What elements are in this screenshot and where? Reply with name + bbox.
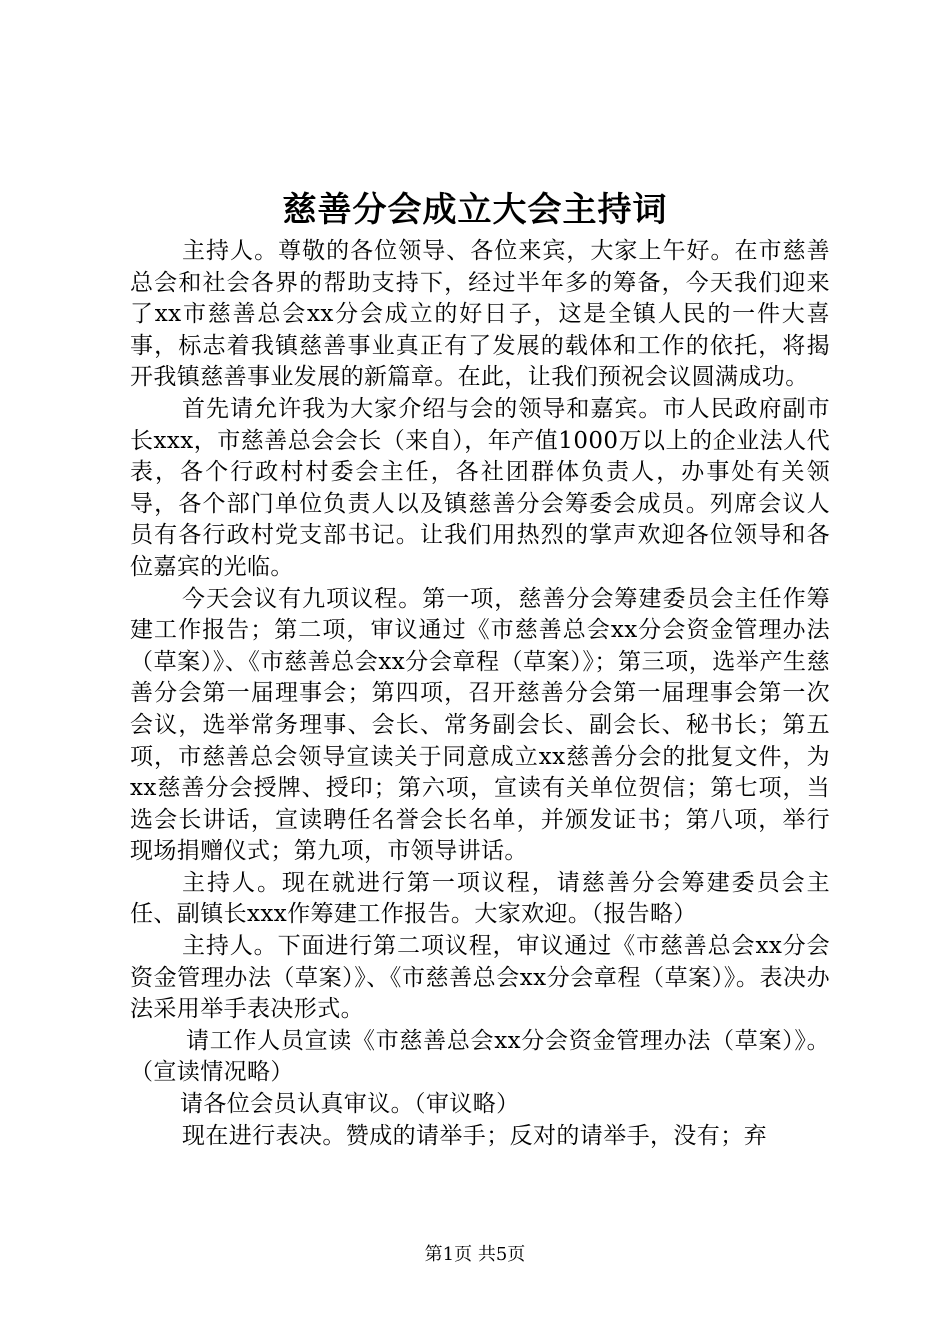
paragraph-review: 请各位会员认真审议。（审议略）: [180, 1091, 520, 1118]
document-title: 慈善分会成立大会主持词: [282, 190, 668, 230]
paragraph-agenda: 今天会议有九项议程。第一项，慈善分会筹建委员会主任作筹建工作报告；第二项，审议通过《市慈善总会xx分会资金管理办法（草案）》、《市慈善总会xx分会章程（草案）》；第三项，选举产生慈善分会第一届理事会；第四项，召开慈善分会第一届理事会第一次会议，选举常务理事、会长、常务副会长、副会长、秘书长；第五项，市慈善总会领导宣读关于同意成立xx慈善分会的批复文件，为xx慈善分会授牌、授印；第六项，宣读有关单位贺信；第七项，当选会长讲话，宣读聘任名誉会长名单，并颁发证书；第八项，举行现场捐赠仪式；第九项，市领导讲话。: [130, 585, 830, 865]
document-body: [130, 236, 830, 1152]
paragraph-item-one: 主持人。现在就进行第一项议程，请慈善分会筹建委员会主任、副镇长xxx作筹建工作报告。大家欢迎。（报告略）: [130, 869, 830, 928]
paragraph-reading: 请工作人员宣读《市慈善总会xx分会资金管理办法（草案）》。（宣读情况略）: [130, 1027, 830, 1086]
paragraph-item-two: 主持人。下面进行第二项议程，审议通过《市慈善总会xx分会资金管理办法（草案）》、《市慈善总会xx分会章程（草案）》。表决办法采用举手表决形式。: [130, 933, 830, 1023]
paragraph-opening: 主持人。尊敬的各位领导、各位来宾，大家上午好。在市慈善总会和社会各界的帮助支持下，经过半年多的筹备，今天我们迎来了xx市慈善总会xx分会成立的好日子，这是全镇人民的一件大喜事，标志着我镇慈善事业真正有了发展的载体和工作的依托，将揭开我镇慈善事业发展的新篇章。在此，让我们预祝会议圆满成功。: [130, 238, 830, 391]
paragraph-vote: 现在进行表决。赞成的请举手；反对的请举手，没有；弃: [182, 1122, 767, 1149]
page-footer: 第1页 共5页: [424, 1244, 526, 1265]
paragraph-introductions: 首先请允许我为大家介绍与会的领导和嘉宾。市人民政府副市长xxx，市慈善总会会长（来自），年产值1000万以上的企业法人代表，各个行政村村委会主任，各社团群体负责人，办事处有关领导，各个部门单位负责人以及镇慈善分会筹委会成员。列席会议人员有各行政村党支部书记。让我们用热烈的掌声欢迎各位领导和各位嘉宾的光临。: [130, 395, 830, 580]
